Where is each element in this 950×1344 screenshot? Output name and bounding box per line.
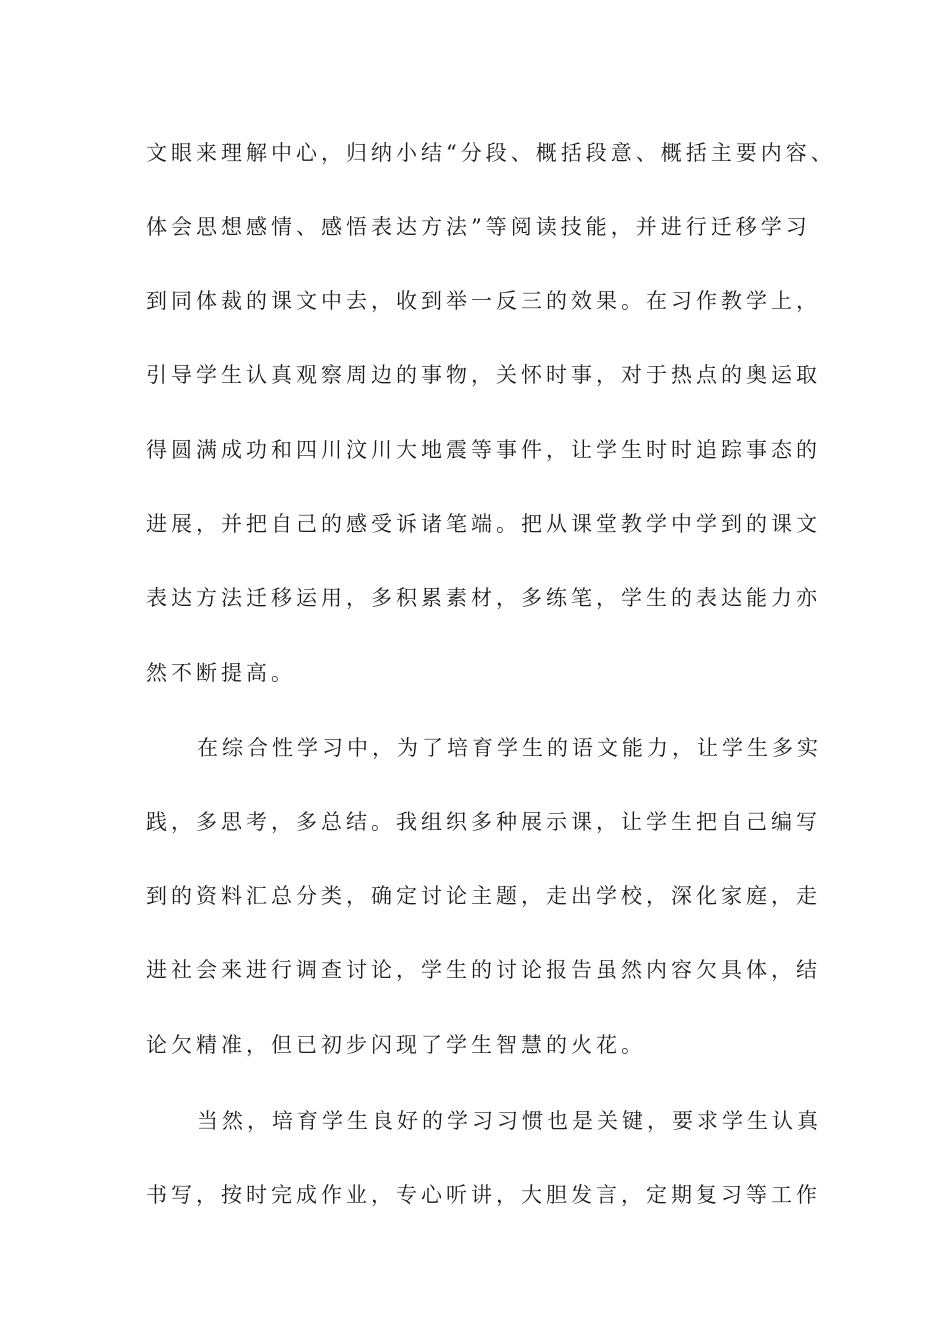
text-line: 践，多思考，多总结。我组织多种展示课，让学生把自己编写 bbox=[146, 810, 821, 834]
text-line: 进展，并把自己的感受诉诸笔端。把从课堂教学中学到的课文 bbox=[146, 512, 821, 536]
text-line: 体会思想感情、感悟表达方法”等阅读技能，并进行迁移学习 bbox=[146, 215, 811, 239]
text-line: 然不断提高。 bbox=[146, 661, 296, 685]
text-line: 得圆满成功和四川汶川大地震等事件，让学生时时追踪事态的 bbox=[146, 438, 821, 462]
text-line: 到同体裁的课文中去，收到举一反三的效果。在习作教学上， bbox=[146, 289, 821, 313]
text-line: 书写，按时完成作业，专心听讲，大胆发言，定期复习等工作 bbox=[146, 1183, 821, 1207]
text-line: 到的资料汇总分类，确定讨论主题，走出学校，深化家庭，走 bbox=[146, 884, 821, 908]
text-line: 论欠精准，但已初步闪现了学生智慧的火花。 bbox=[146, 1033, 646, 1057]
text-line: 进社会来进行调查讨论，学生的讨论报告虽然内容欠具体，结 bbox=[146, 958, 821, 982]
text-line: 文眼来理解中心，归纳小结“分段、概括段意、概括主要内容、 bbox=[146, 141, 836, 165]
text-line: 表达方法迁移运用，多积累素材，多练笔，学生的表达能力亦 bbox=[146, 586, 821, 610]
text-line: 引导学生认真观察周边的事物，关怀时事，对于热点的奥运取 bbox=[146, 363, 821, 387]
paragraph-start-line: 当然，培育学生良好的学习习惯也是关键，要求学生认真 bbox=[197, 1109, 822, 1133]
paragraph-start-line: 在综合性学习中，为了培育学生的语文能力，让学生多实 bbox=[197, 736, 822, 760]
